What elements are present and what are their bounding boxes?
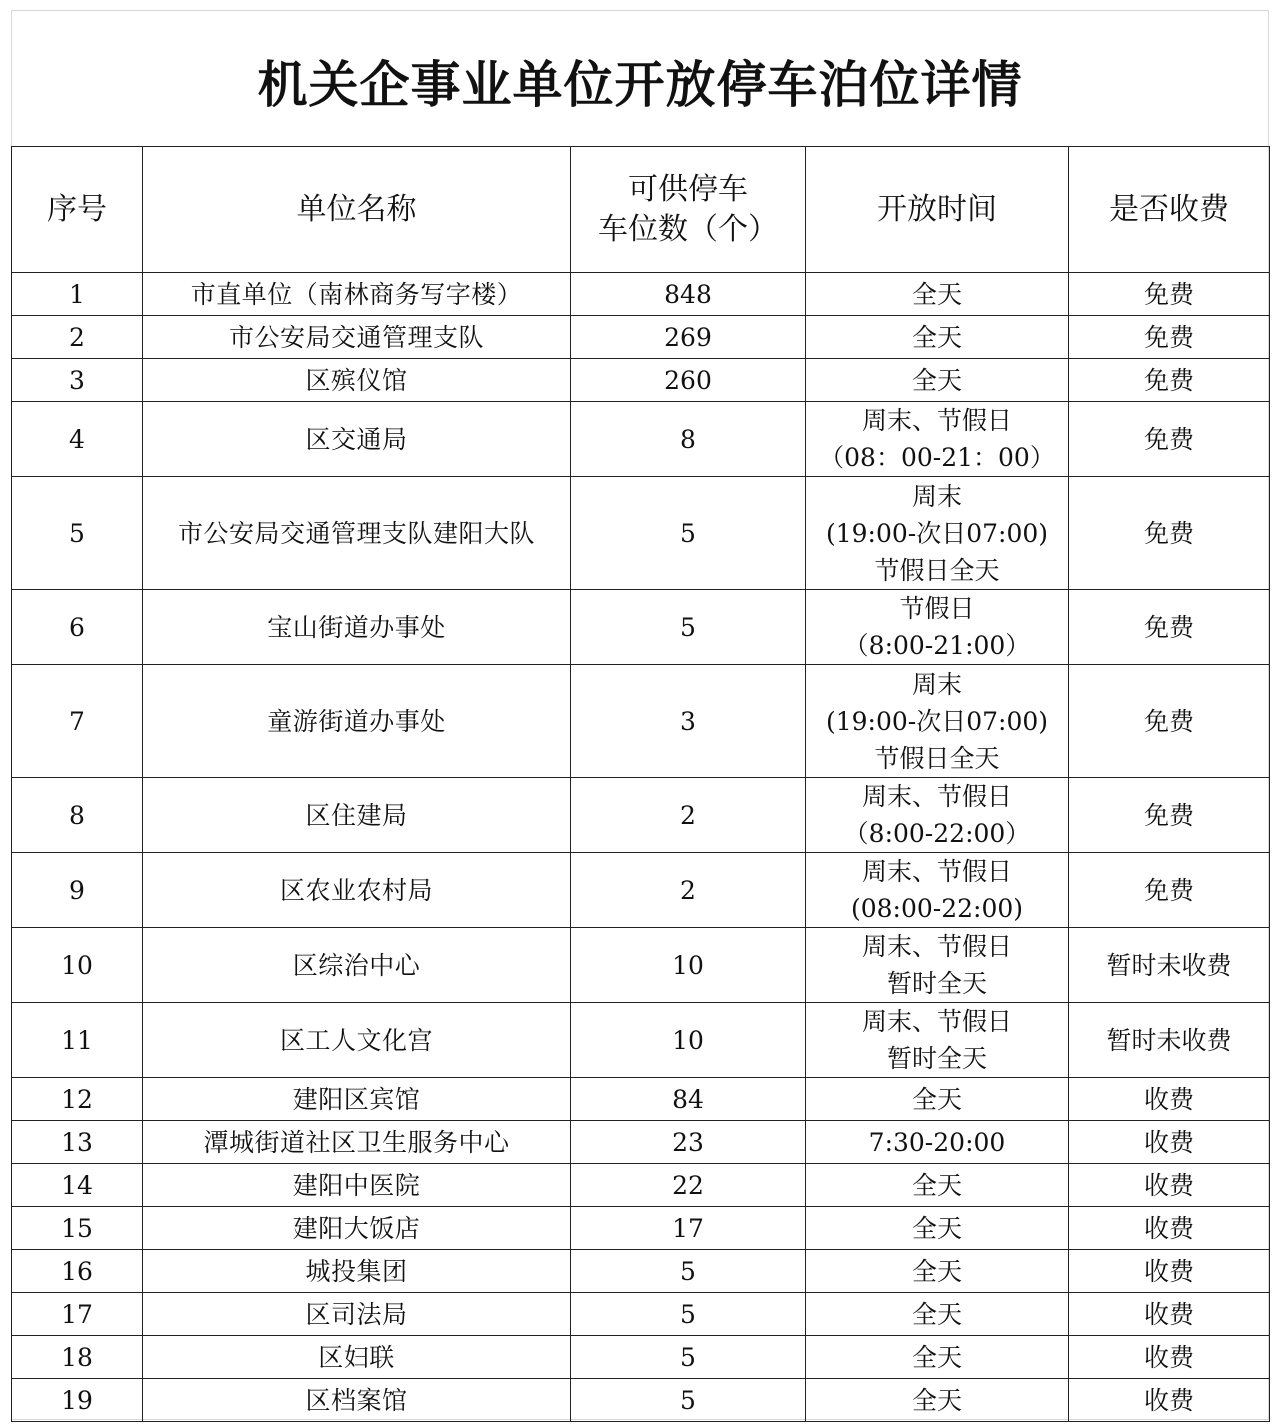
row-hours-line: （8:00-22:00）: [843, 819, 1031, 848]
row-spaces: 10: [571, 1003, 806, 1078]
row-seq: 14: [12, 1164, 143, 1207]
row-hours: [806, 1293, 1069, 1336]
row-fee: 免费: [1069, 853, 1270, 928]
table-row: [12, 590, 1270, 665]
row-unit-name: 区妇联: [143, 1336, 571, 1379]
row-hours: [806, 590, 1069, 665]
table-row: [12, 1164, 1270, 1207]
row-spaces: 8: [571, 402, 806, 477]
row-hours-line: (19:00-次日07:00): [825, 518, 1049, 548]
row-hours-line: (08:00-22:00): [850, 894, 1024, 923]
header-fee: 是否收费: [1069, 147, 1270, 273]
table-row: [12, 1293, 1270, 1336]
row-spaces: 5: [571, 1293, 806, 1336]
row-hours: [806, 1078, 1069, 1121]
row-hours: [806, 853, 1069, 928]
row-unit-name: 宝山街道办事处: [143, 590, 571, 665]
row-hours-line: 节假日全天: [874, 743, 1000, 773]
row-fee: 免费: [1069, 778, 1270, 853]
row-seq: 18: [12, 1336, 143, 1379]
table-row: [12, 1379, 1270, 1422]
parking-table: [11, 146, 1270, 1422]
row-hours-line: （8:00-21:00）: [843, 631, 1031, 660]
row-hours: [806, 316, 1069, 359]
row-fee: 收费: [1069, 1293, 1270, 1336]
row-fee: 免费: [1069, 590, 1270, 665]
row-seq: 6: [12, 590, 143, 665]
row-hours-line: 周末、节假日: [861, 857, 1012, 886]
row-hours: [806, 1250, 1069, 1293]
row-unit-name: 区综治中心: [143, 928, 571, 1003]
header-name: 单位名称: [143, 147, 571, 273]
row-unit-name: 区住建局: [143, 778, 571, 853]
row-spaces: 3: [571, 665, 806, 778]
row-hours-line: 全天: [911, 1342, 962, 1372]
row-spaces: 5: [571, 590, 806, 665]
row-fee: 免费: [1069, 665, 1270, 778]
row-hours: [806, 1164, 1069, 1207]
row-hours-line: 全天: [911, 1213, 962, 1243]
table-row: [12, 1336, 1270, 1379]
row-unit-name: 区交通局: [143, 402, 571, 477]
row-hours-line: 全天: [911, 1385, 962, 1415]
row-seq: 2: [12, 316, 143, 359]
row-fee: 收费: [1069, 1207, 1270, 1250]
row-fee: 收费: [1069, 1078, 1270, 1121]
row-unit-name: 市公安局交通管理支队建阳大队: [143, 477, 571, 590]
row-spaces: 5: [571, 477, 806, 590]
row-hours-line: 节假日全天: [874, 555, 1000, 585]
row-hours: [806, 1379, 1069, 1422]
row-hours-line: 暂时全天: [886, 1044, 987, 1073]
row-unit-name: 潭城街道社区卫生服务中心: [143, 1121, 571, 1164]
row-spaces: 2: [571, 778, 806, 853]
row-unit-name: 城投集团: [143, 1250, 571, 1293]
row-hours: [806, 1207, 1069, 1250]
row-fee: 收费: [1069, 1336, 1270, 1379]
table-row: [12, 316, 1270, 359]
row-seq: 9: [12, 853, 143, 928]
row-hours-line: （08：00-21：00）: [819, 443, 1055, 472]
row-hours-line: 全天: [911, 1084, 962, 1114]
table-row: [12, 928, 1270, 1003]
row-hours: [806, 1003, 1069, 1078]
table-row: [12, 359, 1270, 402]
table-row: [12, 402, 1270, 477]
row-hours: [806, 928, 1069, 1003]
row-hours-line: 7:30-20:00: [868, 1127, 1006, 1157]
row-hours-line: 全天: [911, 279, 962, 309]
table-row: [12, 1250, 1270, 1293]
row-fee: 收费: [1069, 1121, 1270, 1164]
row-hours-line: 全天: [911, 1299, 962, 1329]
row-seq: 15: [12, 1207, 143, 1250]
row-hours-line: 暂时全天: [886, 969, 987, 998]
row-hours-line: 全天: [911, 365, 962, 395]
row-spaces: 269: [571, 316, 806, 359]
row-unit-name: 区工人文化宫: [143, 1003, 571, 1078]
row-seq: 7: [12, 665, 143, 778]
row-unit-name: 区殡仪馆: [143, 359, 571, 402]
row-fee: 暂时未收费: [1069, 928, 1270, 1003]
row-unit-name: 区农业农村局: [143, 853, 571, 928]
row-hours: [806, 1121, 1069, 1164]
row-fee: 暂时未收费: [1069, 1003, 1270, 1078]
row-hours-line: 周末、节假日: [861, 406, 1012, 435]
table-row: [12, 1003, 1270, 1078]
table-row: [12, 1207, 1270, 1250]
row-hours-line: 周末: [911, 481, 962, 511]
header-spaces: [571, 147, 806, 273]
row-hours: [806, 1336, 1069, 1379]
row-spaces: 5: [571, 1250, 806, 1293]
table-row: [12, 273, 1270, 316]
header-seq: 序号: [12, 147, 143, 273]
row-hours: [806, 778, 1069, 853]
row-fee: 收费: [1069, 1250, 1270, 1293]
row-unit-name: 建阳区宾馆: [143, 1078, 571, 1121]
row-spaces: 5: [571, 1336, 806, 1379]
row-spaces: 848: [571, 273, 806, 316]
row-seq: 4: [12, 402, 143, 477]
row-fee: 免费: [1069, 359, 1270, 402]
row-hours-line: 周末、节假日: [861, 1007, 1012, 1036]
row-hours: [806, 477, 1069, 590]
row-hours: [806, 402, 1069, 477]
row-seq: 8: [12, 778, 143, 853]
row-spaces: 22: [571, 1164, 806, 1207]
row-spaces: 84: [571, 1078, 806, 1121]
row-fee: 收费: [1069, 1379, 1270, 1422]
row-seq: 13: [12, 1121, 143, 1164]
row-hours-line: 全天: [911, 1256, 962, 1286]
row-fee: 免费: [1069, 316, 1270, 359]
table-row: [12, 477, 1270, 590]
table-body: [12, 273, 1270, 1422]
row-hours-line: 全天: [911, 1170, 962, 1200]
row-unit-name: 建阳大饭店: [143, 1207, 571, 1250]
row-spaces: 260: [571, 359, 806, 402]
row-unit-name: 童游街道办事处: [143, 665, 571, 778]
header-spaces-line1: 可供停车: [628, 171, 748, 207]
row-seq: 19: [12, 1379, 143, 1422]
row-spaces: 2: [571, 853, 806, 928]
page-title: 机关企事业单位开放停车泊位详情: [257, 56, 1023, 114]
row-spaces: 5: [571, 1379, 806, 1422]
row-seq: 17: [12, 1293, 143, 1336]
row-hours-line: 全天: [911, 322, 962, 352]
table-row: [12, 778, 1270, 853]
row-fee: 免费: [1069, 273, 1270, 316]
row-seq: 1: [12, 273, 143, 316]
row-fee: 免费: [1069, 402, 1270, 477]
row-unit-name: 区档案馆: [143, 1379, 571, 1422]
table-row: [12, 853, 1270, 928]
table-row: [12, 665, 1270, 778]
header-row: [12, 147, 1270, 273]
row-spaces: 23: [571, 1121, 806, 1164]
row-fee: 收费: [1069, 1164, 1270, 1207]
row-spaces: 10: [571, 928, 806, 1003]
row-hours: [806, 359, 1069, 402]
header-spaces-line2: 车位数（个）: [598, 211, 778, 247]
row-hours: [806, 665, 1069, 778]
row-seq: 16: [12, 1250, 143, 1293]
row-spaces: 17: [571, 1207, 806, 1250]
header-hours: 开放时间: [806, 147, 1069, 273]
row-unit-name: 建阳中医院: [143, 1164, 571, 1207]
row-hours-line: 周末、节假日: [861, 782, 1012, 811]
row-fee: 免费: [1069, 477, 1270, 590]
row-seq: 5: [12, 477, 143, 590]
row-unit-name: 市公安局交通管理支队: [143, 316, 571, 359]
row-hours-line: (19:00-次日07:00): [825, 706, 1049, 736]
row-seq: 11: [12, 1003, 143, 1078]
row-seq: 3: [12, 359, 143, 402]
row-unit-name: 区司法局: [143, 1293, 571, 1336]
row-seq: 10: [12, 928, 143, 1003]
row-hours: [806, 273, 1069, 316]
table-row: [12, 1078, 1270, 1121]
row-hours-line: 节假日: [899, 594, 975, 623]
row-hours-line: 周末、节假日: [861, 932, 1012, 961]
row-unit-name: 市直单位（南林商务写字楼）: [143, 273, 571, 316]
row-hours-line: 周末: [911, 669, 962, 699]
row-seq: 12: [12, 1078, 143, 1121]
table-row: [12, 1121, 1270, 1164]
